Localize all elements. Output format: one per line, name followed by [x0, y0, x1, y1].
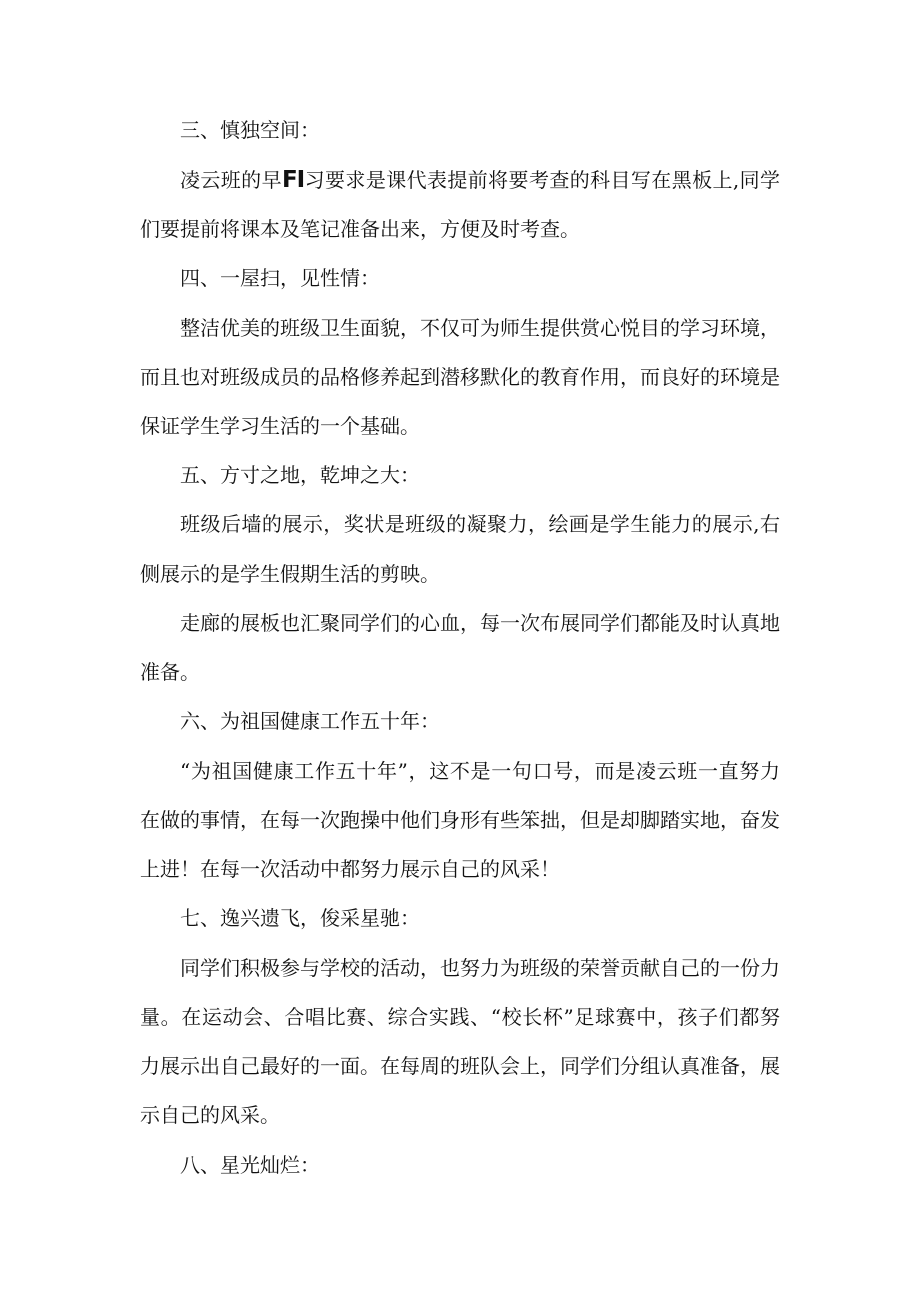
paragraph-line: “为祖国健康工作五十年”，这不是一句口号，而是凌云班一直努力: [180, 759, 780, 783]
paragraph-line: 力展示出自己最好的一面。在每周的班队会上，同学们分组认真准备，展: [140, 1054, 780, 1078]
section-heading-4: 四、一屋扫，见性情：: [180, 266, 380, 290]
paragraph-line: 准备。: [140, 660, 200, 684]
paragraph-line: 们要提前将课本及笔记准备出来，方便及时考查。: [140, 217, 580, 241]
section-heading-5: 五、方寸之地，乾坤之大：: [180, 463, 420, 487]
section-heading-8: 八、星光灿烂：: [180, 1153, 320, 1177]
paragraph-line: 在做的事情，在每一次跑操中他们身形有些笨拙，但是却脚踏实地，奋发: [140, 808, 780, 832]
paragraph-line: 走廊的展板也汇聚同学们的心血，每一次布展同学们都能及时认真地: [180, 611, 780, 635]
paragraph-line: 整洁优美的班级卫生面貌，不仅可为师生提供赏心悦目的学习环境，: [180, 316, 780, 340]
section-heading-6: 六、为祖国健康工作五十年：: [180, 709, 440, 733]
section-heading-7: 七、逸兴遗飞，俊采星驰：: [180, 906, 420, 930]
paragraph-line: 示自己的风采。: [140, 1103, 280, 1127]
paragraph-line: 保证学生学习生活的一个基础。: [140, 414, 420, 438]
paragraph-line: 凌云班的早FI习要求是课代表提前将要考查的科目写在黑板上,同学: [180, 167, 780, 193]
section-heading-3: 三、慎独空间：: [180, 118, 320, 142]
paragraph-line: 侧展示的是学生假期生活的剪映。: [140, 562, 440, 586]
paragraph-line: 而且也对班级成员的品格修养起到潜移默化的教育作用，而良好的环境是: [140, 365, 780, 389]
paragraph-line: 上进！在每一次活动中都努力展示自己的风采！: [140, 857, 560, 881]
paragraph-line: 量。在运动会、合唱比赛、综合实践、“校长杯”足球赛中，孩子们都努: [140, 1005, 780, 1029]
paragraph-line: 同学们积极参与学校的活动，也努力为班级的荣誉贡献自己的一份力: [180, 956, 780, 980]
paragraph-line: 班级后墙的展示，奖状是班级的凝聚力，绘画是学生能力的展示,右: [180, 512, 780, 536]
